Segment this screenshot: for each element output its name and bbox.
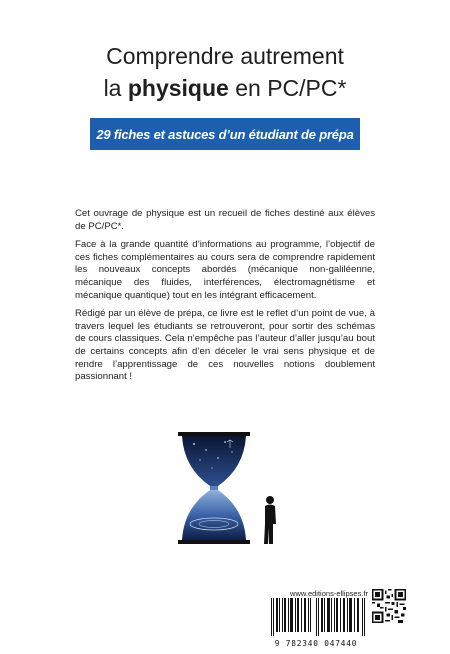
publisher-url[interactable]: www.editions-ellipses.fr: [290, 589, 368, 598]
subtitle-banner: [90, 118, 360, 150]
qr-code-icon[interactable]: [372, 589, 406, 623]
hourglass-illustration: [170, 428, 290, 548]
subtitle-text: 29 fiches et astuces d’un étudiant de prépa: [96, 126, 354, 142]
title-line-2-pre: la: [103, 75, 128, 101]
title-line-2: [0, 72, 450, 104]
description-paragraph-1: Cet ouvrage de physique est un recueil de fiches destiné aux élèves de PC/PC*.: [75, 208, 375, 232]
hourglass-icon: [178, 432, 250, 544]
description-paragraph-2: Face à la grande quantité d’informations au programme, l’objectif de ces fiches complémentaires au cours sera de comprendre rapidement les nouveaux concepts abordés (mécanique non-galiléenne, mécanique des fluides, interférences, électromagnétisme et mécanique quantique) tout en les intégrant efficacement.: [75, 239, 375, 301]
title-keyword: physique: [127, 75, 229, 101]
isbn-number: 9 782340 047440: [274, 639, 358, 648]
description-block: [75, 208, 375, 390]
title-line-1: Comprendre autrement: [106, 43, 344, 69]
barcode-icon: [269, 598, 367, 636]
person-silhouette-icon: [264, 496, 276, 544]
book-title: [0, 40, 450, 104]
description-paragraph-3: Rédigé par un élève de prépa, ce livre est le reflet d’un point de vue, à travers lequel les étudiants se retrouveront, pour sortir des schémas de cours classiques. Cela n’empêche pas l’auteur d’aller jusqu’au bout de certains concepts afin d’en déceler le vrai sens physique et de rendre l’apprentissage de ces nouvelles notions doublement passionnant !: [75, 308, 375, 383]
title-line-2-post: en PC/PC*: [228, 75, 347, 101]
